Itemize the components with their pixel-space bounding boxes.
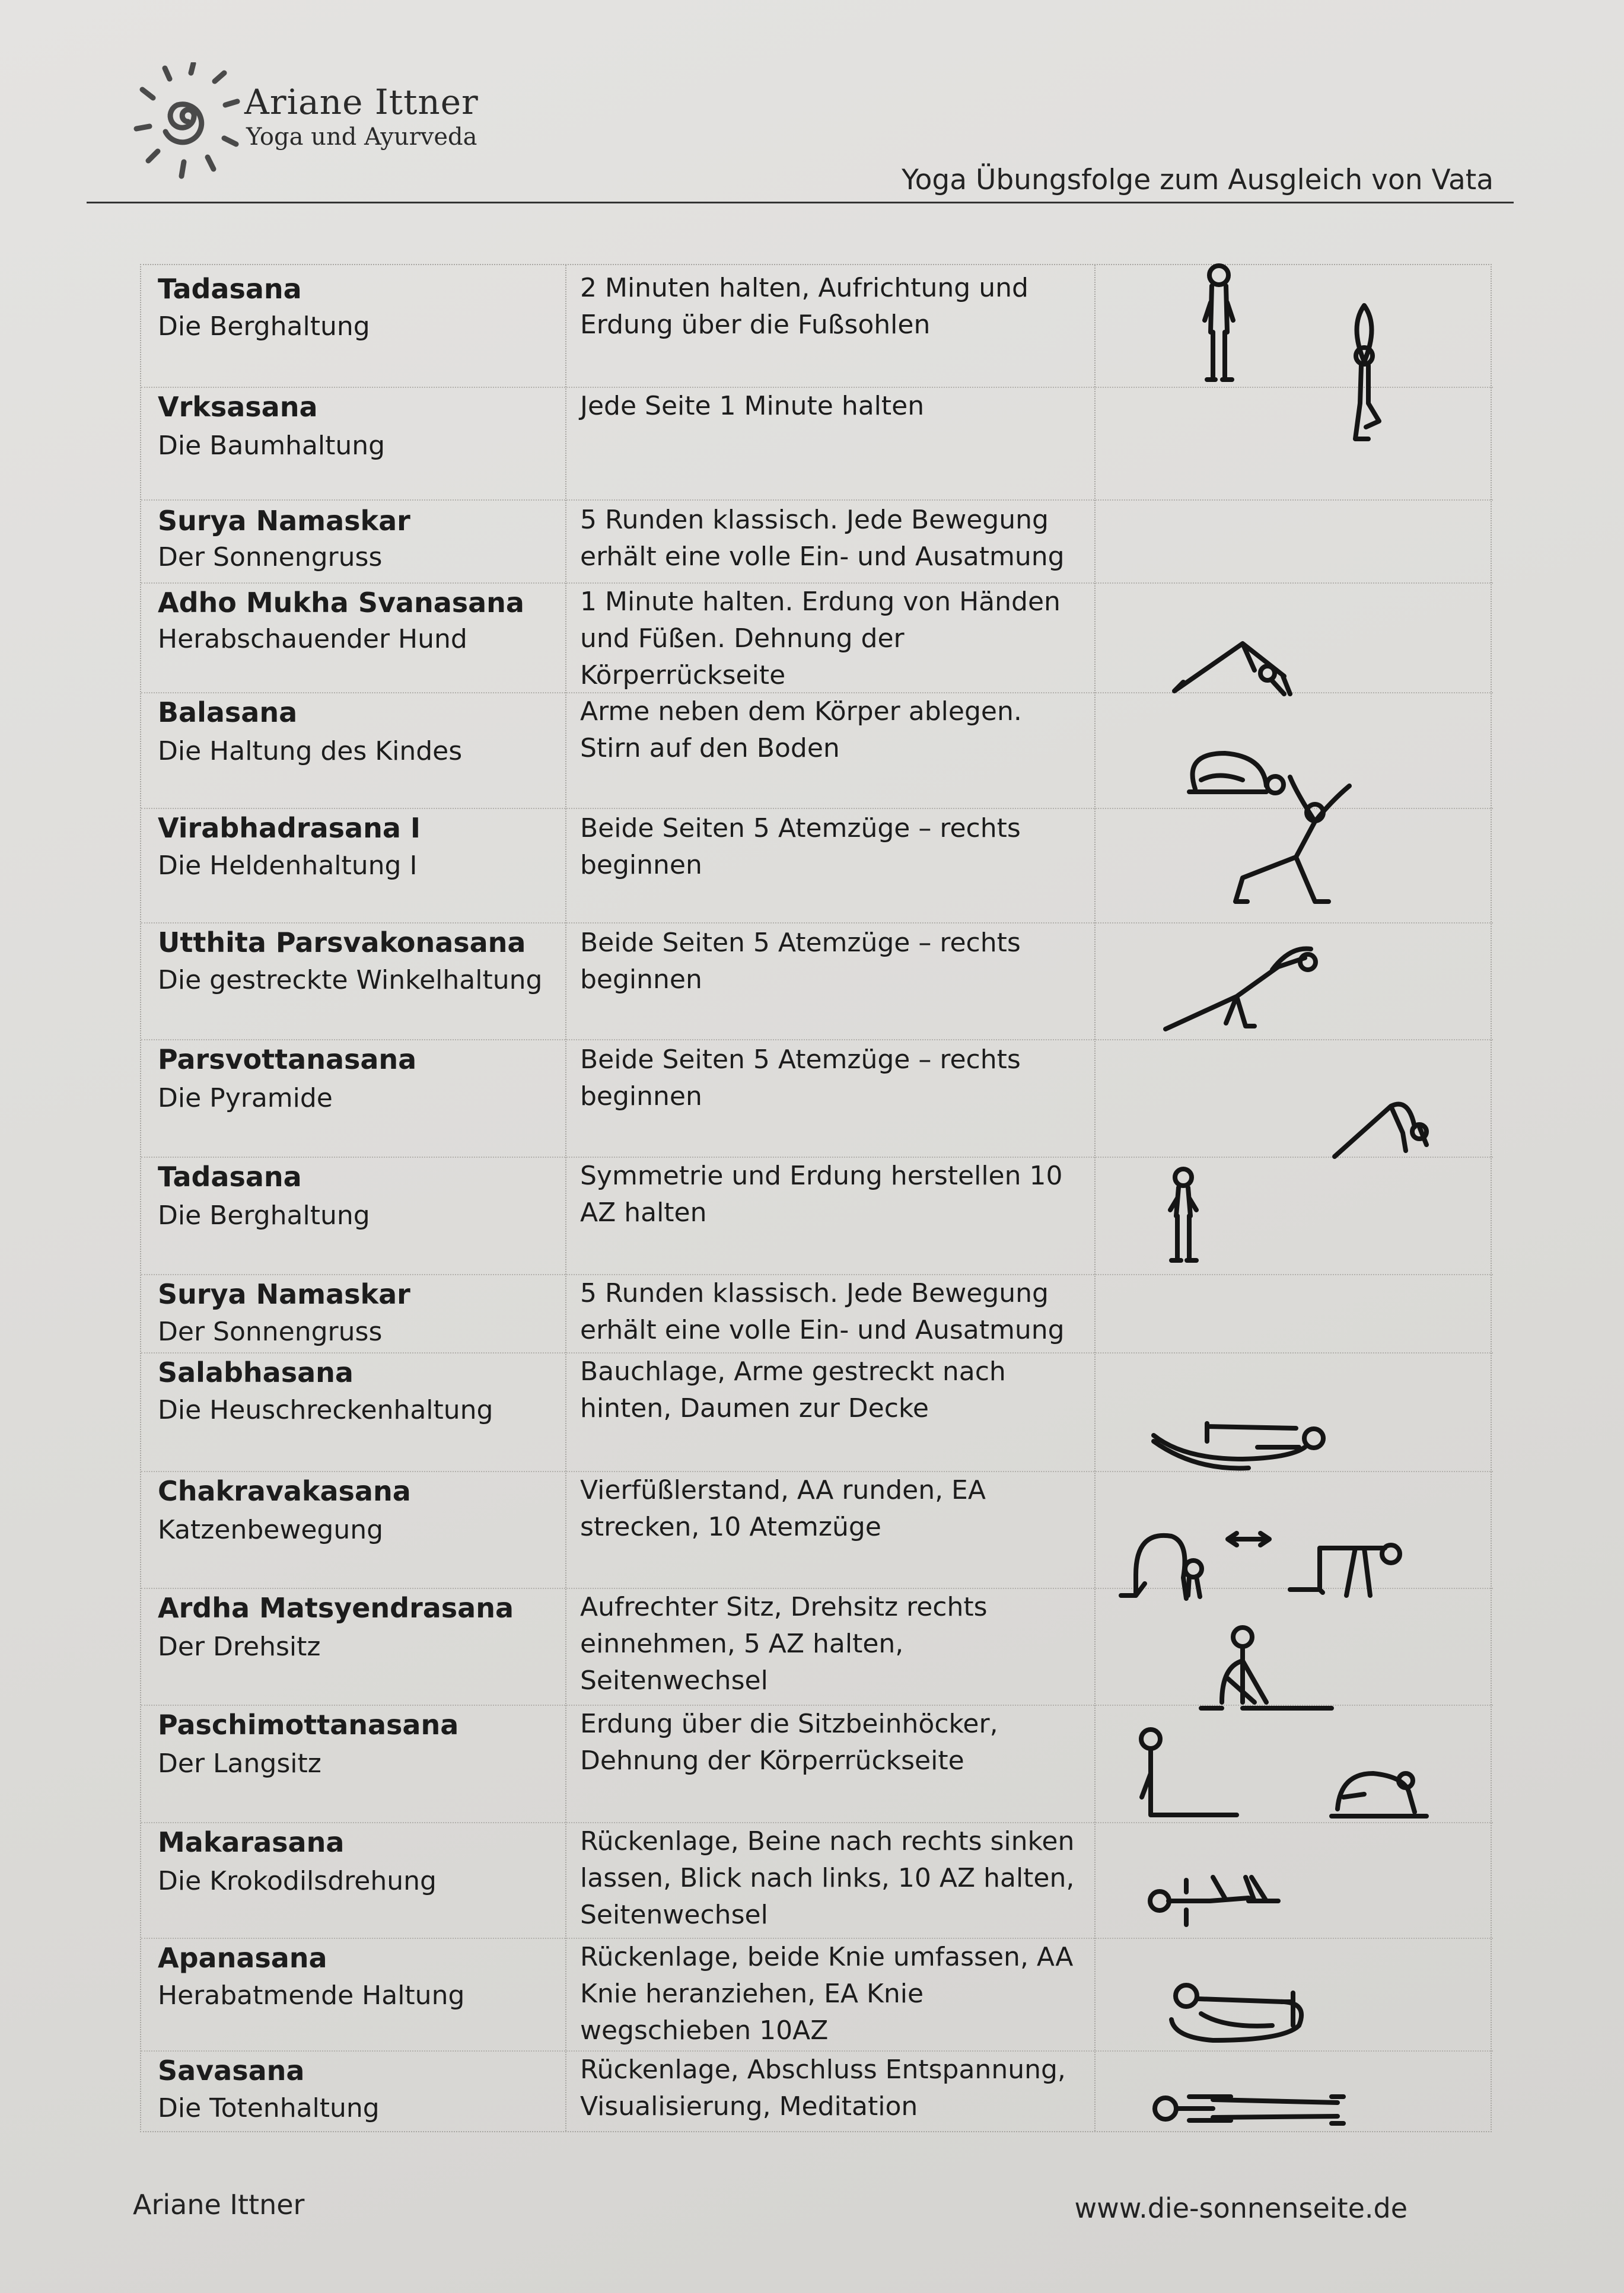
pose-name: Adho Mukha Svanasana <box>158 587 524 619</box>
pose-description: Beide Seiten 5 Atemzüge – rechts beginnen <box>580 813 1021 880</box>
pose-description: Rückenlage, Beine nach rechts sinken lassen, Blick nach links, 10 AZ halten, Seitenwechsel <box>580 1826 1075 1930</box>
pose-description: Beide Seiten 5 Atemzüge – rechts beginnen <box>580 1044 1021 1112</box>
crocodile-twist-figure-icon <box>1150 1877 1278 1925</box>
pose-description: Rückenlage, Abschluss Entspannung, Visualisierung, Meditation <box>580 2055 1066 2122</box>
pose-illustrations <box>1094 255 1474 2141</box>
pose-subtitle: Herabatmende Haltung <box>158 1980 465 2011</box>
pose-subtitle: Die Heuschreckenhaltung <box>158 1395 493 1425</box>
pose-name: Paschimottanasana <box>158 1709 459 1741</box>
pose-description: 1 Minute halten. Erdung von Händen und Füßen. Dehnung der Körperrückseite <box>580 587 1061 690</box>
pose-subtitle: Die gestreckte Winkelhaltung <box>158 965 543 995</box>
tadasana-figure-icon <box>1205 266 1233 380</box>
savasana-figure-icon <box>1155 2097 1343 2123</box>
vrksasana-figure-icon <box>1355 305 1379 439</box>
pose-name: Surya Namaskar <box>158 1278 410 1310</box>
pose-description: Vierfüßlerstand, AA runden, EA strecken, 10 Atemzüge <box>580 1475 986 1542</box>
twist-figure-icon <box>1201 1628 1332 1708</box>
pyramid-figure-icon <box>1335 1104 1426 1157</box>
pose-name: Apanasana <box>158 1942 327 1974</box>
pose-subtitle: Die Berghaltung <box>158 311 370 342</box>
brand-subtitle: Yoga und Ayurveda <box>246 123 477 151</box>
pose-description: Arme neben dem Körper ablegen. Stirn auf den Boden <box>580 696 1022 763</box>
footer-author: Ariane Ittner <box>133 2189 305 2221</box>
pose-description: 5 Runden klassisch. Jede Bewegung erhält eine volle Ein- und Ausatmung <box>580 1278 1065 1345</box>
pose-subtitle: Der Drehsitz <box>158 1632 321 1662</box>
pose-name: Tadasana <box>158 273 302 305</box>
brand-name: Ariane Ittner <box>244 82 479 122</box>
pose-description: 5 Runden klassisch. Jede Bewegung erhält eine volle Ein- und Ausatmung <box>580 505 1065 572</box>
sun-spiral-logo-icon <box>132 62 250 181</box>
pose-subtitle: Der Langsitz <box>158 1749 321 1779</box>
pose-subtitle: Der Sonnengruss <box>158 542 383 572</box>
pose-subtitle: Katzenbewegung <box>158 1515 384 1545</box>
pose-name: Tadasana <box>158 1161 302 1193</box>
pose-description: Bauchlage, Arme gestreckt nach hinten, Daumen zur Decke <box>580 1356 1006 1423</box>
pose-description: Aufrechter Sitz, Drehsitz rechts einnehmen, 5 AZ halten, Seitenwechsel <box>580 1592 988 1696</box>
pose-subtitle: Die Totenhaltung <box>158 2093 380 2123</box>
pose-description: Symmetrie und Erdung herstellen 10 AZ halten <box>580 1161 1063 1228</box>
pose-name: Savasana <box>158 2055 305 2087</box>
balasana-figure-icon <box>1189 753 1284 793</box>
tadasana-figure-icon <box>1170 1169 1196 1260</box>
pose-name: Balasana <box>158 696 298 728</box>
apanasana-figure-icon <box>1171 1985 1301 2040</box>
pose-name: Salabhasana <box>158 1356 354 1388</box>
pose-name: Surya Namaskar <box>158 505 410 537</box>
header-divider <box>87 202 1514 203</box>
warrior-one-figure-icon <box>1235 777 1349 902</box>
pose-subtitle: Die Pyramide <box>158 1083 333 1113</box>
pose-description: Rückenlage, beide Knie umfassen, AA Knie heranziehen, EA Knie wegschieben 10AZ <box>580 1942 1074 2046</box>
pose-name: Virabhadrasana I <box>158 812 421 844</box>
pose-description: Jede Seite 1 Minute halten <box>580 391 925 421</box>
pose-subtitle: Die Krokodilsdrehung <box>158 1866 437 1896</box>
pose-name: Utthita Parsvakonasana <box>158 926 526 958</box>
extended-side-angle-figure-icon <box>1166 948 1316 1029</box>
pose-description: Beide Seiten 5 Atemzüge – rechts beginnen <box>580 928 1021 995</box>
pose-name: Chakravakasana <box>158 1475 411 1507</box>
pose-subtitle: Herabschauender Hund <box>158 624 467 654</box>
pose-description: 2 Minuten halten, Aufrichtung und Erdung über die Fußsohlen <box>580 273 1028 340</box>
footer-website: www.die-sonnenseite.de <box>1074 2192 1408 2224</box>
pose-subtitle: Die Haltung des Kindes <box>158 736 463 766</box>
pose-description: Erdung über die Sitzbeinhöcker, Dehnung der Körperrückseite <box>580 1709 998 1776</box>
pose-name: Vrksasana <box>158 391 318 423</box>
pose-name: Ardha Matsyendrasana <box>158 1592 514 1624</box>
pose-subtitle: Die Heldenhaltung I <box>158 851 418 881</box>
pose-name: Parsvottanasana <box>158 1043 417 1075</box>
seated-forward-figure-icon <box>1141 1730 1426 1816</box>
pose-subtitle: Der Sonnengruss <box>158 1317 383 1347</box>
pose-name: Makarasana <box>158 1826 345 1858</box>
cat-pose-figure-icon <box>1121 1533 1400 1598</box>
pose-subtitle: Die Baumhaltung <box>158 431 386 461</box>
document-title: Yoga Übungsfolge zum Ausgleich von Vata <box>902 164 1494 196</box>
pose-subtitle: Die Berghaltung <box>158 1200 370 1231</box>
salabhasana-figure-icon <box>1154 1423 1323 1468</box>
downward-dog-figure-icon <box>1174 644 1290 694</box>
